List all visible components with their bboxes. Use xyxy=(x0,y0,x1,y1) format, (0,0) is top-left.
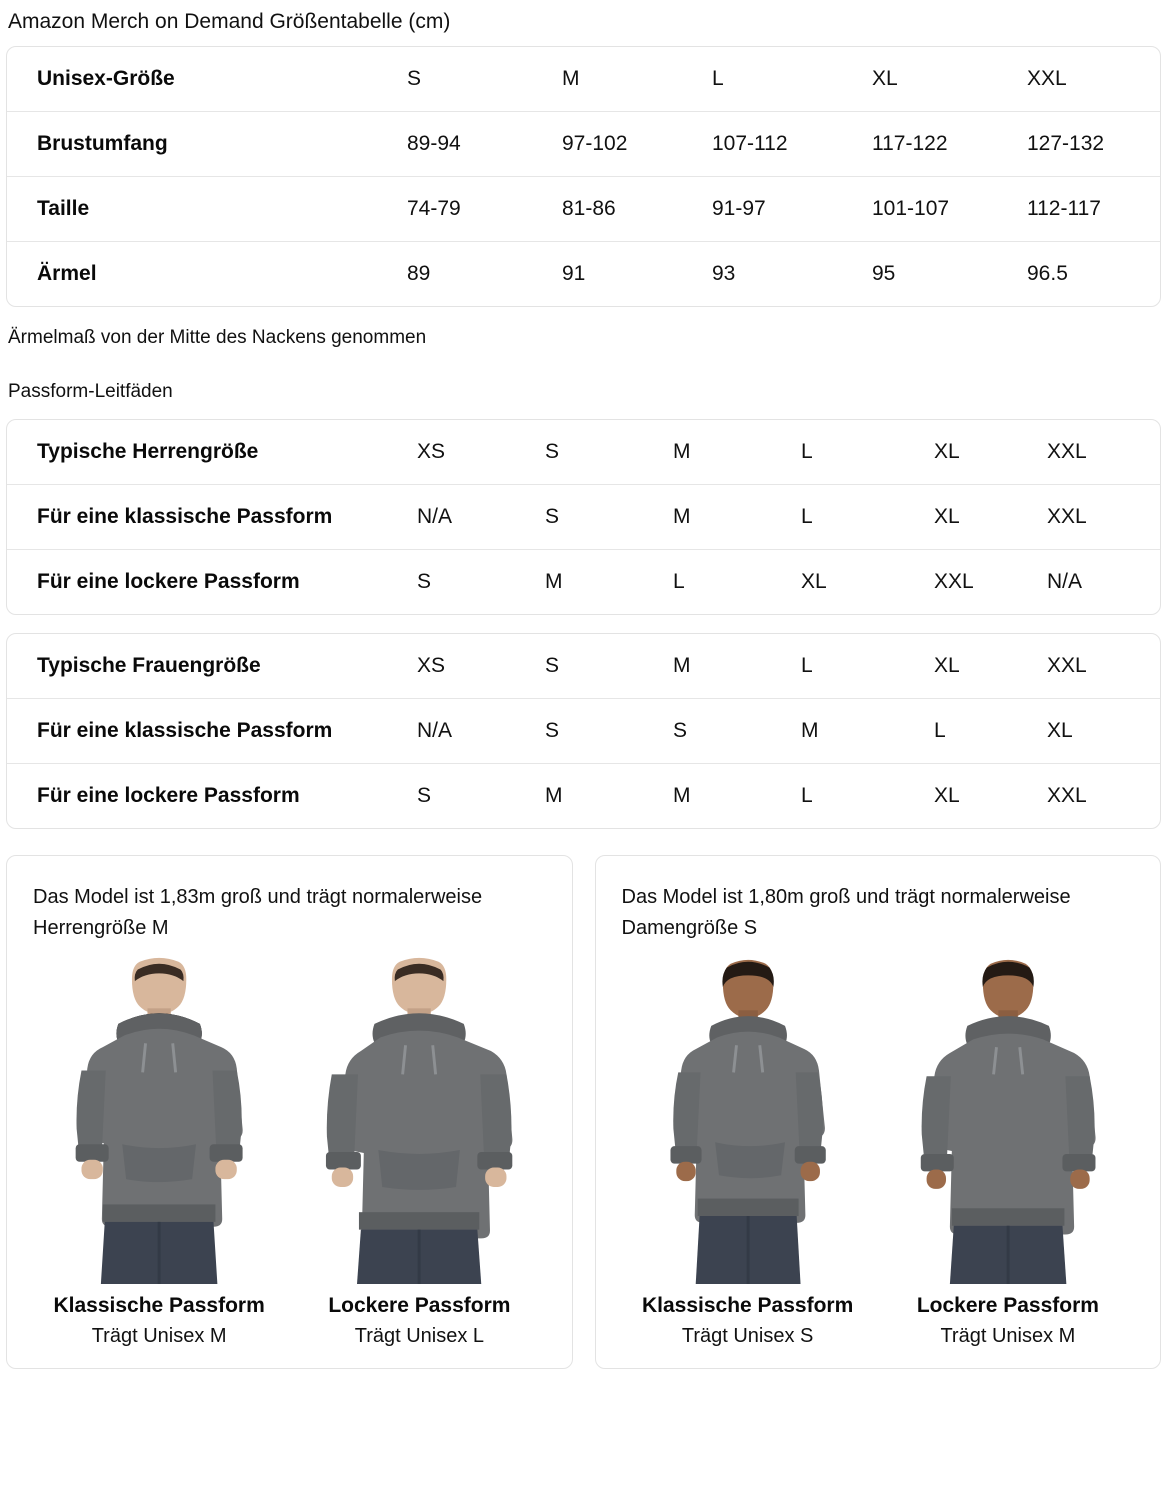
mens-fit-table xyxy=(7,420,1160,614)
measurements-table xyxy=(7,47,1160,306)
figure-subtitle: Trägt Unisex L xyxy=(354,1325,485,1347)
cell-value: XXL xyxy=(934,550,1047,615)
cell-value: 97-102 xyxy=(562,112,712,177)
cell-value: XXL xyxy=(1027,67,1067,90)
cell-value: S xyxy=(407,67,422,90)
mens-fit-table-card xyxy=(6,419,1161,615)
figure-subtitle: Trägt Unisex M xyxy=(940,1325,1076,1347)
cell-value: S xyxy=(545,485,673,550)
cell-value: XXL xyxy=(1047,440,1087,463)
cell-value: XS xyxy=(417,440,446,463)
sleeve-measurement-note: Ärmelmaß von der Mitte des Nackens genommen xyxy=(8,327,427,348)
cell-value: XL xyxy=(934,654,960,677)
cell-value: 117-122 xyxy=(872,112,1027,177)
figure xyxy=(293,954,545,1350)
figure-title: Klassische Passform xyxy=(641,1294,854,1317)
figure-row xyxy=(622,954,1135,1350)
table-row xyxy=(7,634,1160,699)
row-label: Für eine klassische Passform xyxy=(7,485,417,550)
table-row xyxy=(7,242,1160,307)
row-label: Ärmel xyxy=(7,242,407,307)
cell-value: 91 xyxy=(562,242,712,307)
cell-value: L xyxy=(934,699,1047,764)
cell-value: 81-86 xyxy=(562,177,712,242)
cell-value: M xyxy=(545,550,673,615)
cell-value: L xyxy=(673,550,801,615)
table-row xyxy=(7,177,1160,242)
figure-title: Klassische Passform xyxy=(53,1294,265,1317)
cell-value: M xyxy=(801,699,934,764)
cell-value: XL xyxy=(934,764,1047,829)
model-caption: Das Model ist 1,83m groß und trägt normalerweise Herrengröße M xyxy=(33,886,483,939)
cell-value: M xyxy=(562,67,580,90)
cell-value: 127-132 xyxy=(1027,112,1160,177)
table-row xyxy=(7,47,1160,112)
row-label: Brustumfang xyxy=(7,112,407,177)
cell-value: 96.5 xyxy=(1027,242,1160,307)
table-row xyxy=(7,699,1160,764)
table-row xyxy=(7,420,1160,485)
female-model-relaxed-fit-photo xyxy=(882,954,1134,1284)
cell-value: 89-94 xyxy=(407,112,562,177)
cell-value: 93 xyxy=(712,242,872,307)
row-label: Für eine lockere Passform xyxy=(7,550,417,615)
cell-value: 112-117 xyxy=(1027,177,1160,242)
cell-value: S xyxy=(673,699,801,764)
cell-value: XS xyxy=(417,654,446,677)
table-row xyxy=(7,112,1160,177)
male-model-relaxed-fit-photo xyxy=(293,954,545,1284)
cell-value: N/A xyxy=(417,485,545,550)
cell-value: L xyxy=(801,440,813,463)
cell-value: M xyxy=(545,764,673,829)
cell-value: M xyxy=(673,440,691,463)
cell-value: XXL xyxy=(1047,654,1087,677)
womens-fit-table-card xyxy=(6,633,1161,829)
row-label: Taille xyxy=(7,177,407,242)
row-label: Typische Frauengröße xyxy=(37,654,261,677)
spacer xyxy=(6,615,1161,633)
cell-value: M xyxy=(673,764,801,829)
cell-value: L xyxy=(712,67,724,90)
model-cards xyxy=(6,855,1161,1381)
cell-value: 107-112 xyxy=(712,112,872,177)
cell-value: XL xyxy=(1047,699,1160,764)
measurements-table-card xyxy=(6,46,1161,307)
cell-value: L xyxy=(801,764,934,829)
table-row xyxy=(7,764,1160,829)
row-label: Für eine klassische Passform xyxy=(7,699,417,764)
cell-value: N/A xyxy=(1047,550,1160,615)
cell-value: XXL xyxy=(1047,764,1160,829)
female-model-card xyxy=(595,855,1162,1369)
cell-value: N/A xyxy=(417,699,545,764)
cell-value: XL xyxy=(934,485,1047,550)
figure-subtitle: Trägt Unisex M xyxy=(91,1325,227,1347)
cell-value: L xyxy=(801,485,934,550)
cell-value: S xyxy=(417,764,545,829)
row-label: Unisex-Größe xyxy=(37,67,175,90)
cell-value: XXL xyxy=(1047,485,1160,550)
male-model-card xyxy=(6,855,573,1369)
table-row xyxy=(7,485,1160,550)
figure-title: Lockere Passform xyxy=(916,1294,1099,1317)
cell-value: S xyxy=(545,440,560,463)
figure xyxy=(33,954,285,1350)
cell-value: M xyxy=(673,654,691,677)
figure-subtitle: Trägt Unisex S xyxy=(681,1325,814,1347)
cell-value: M xyxy=(673,485,801,550)
page-title: Amazon Merch on Demand Größentabelle (cm) xyxy=(8,10,451,33)
cell-value: XL xyxy=(872,67,898,90)
figure xyxy=(622,954,874,1350)
fit-guides-label: Passform-Leitfäden xyxy=(8,381,173,402)
model-caption: Das Model ist 1,80m groß und trägt normalerweise Damengröße S xyxy=(621,886,1071,939)
figure xyxy=(882,954,1134,1350)
female-model-classic-fit-photo xyxy=(622,954,874,1284)
cell-value: 74-79 xyxy=(407,177,562,242)
cell-value: 101-107 xyxy=(872,177,1027,242)
cell-value: 89 xyxy=(407,242,562,307)
cell-value: S xyxy=(545,699,673,764)
cell-value: 95 xyxy=(872,242,1027,307)
row-label: Für eine lockere Passform xyxy=(7,764,417,829)
table-row xyxy=(7,550,1160,615)
cell-value: XL xyxy=(801,550,934,615)
womens-fit-table xyxy=(7,634,1160,828)
figure-row xyxy=(33,954,546,1350)
cell-value: S xyxy=(545,654,560,677)
male-model-classic-fit-photo xyxy=(33,954,285,1284)
row-label: Typische Herrengröße xyxy=(37,440,259,463)
cell-value: S xyxy=(417,550,545,615)
cell-value: XL xyxy=(934,440,960,463)
cell-value: 91-97 xyxy=(712,177,872,242)
cell-value: L xyxy=(801,654,813,677)
figure-title: Lockere Passform xyxy=(328,1294,511,1317)
